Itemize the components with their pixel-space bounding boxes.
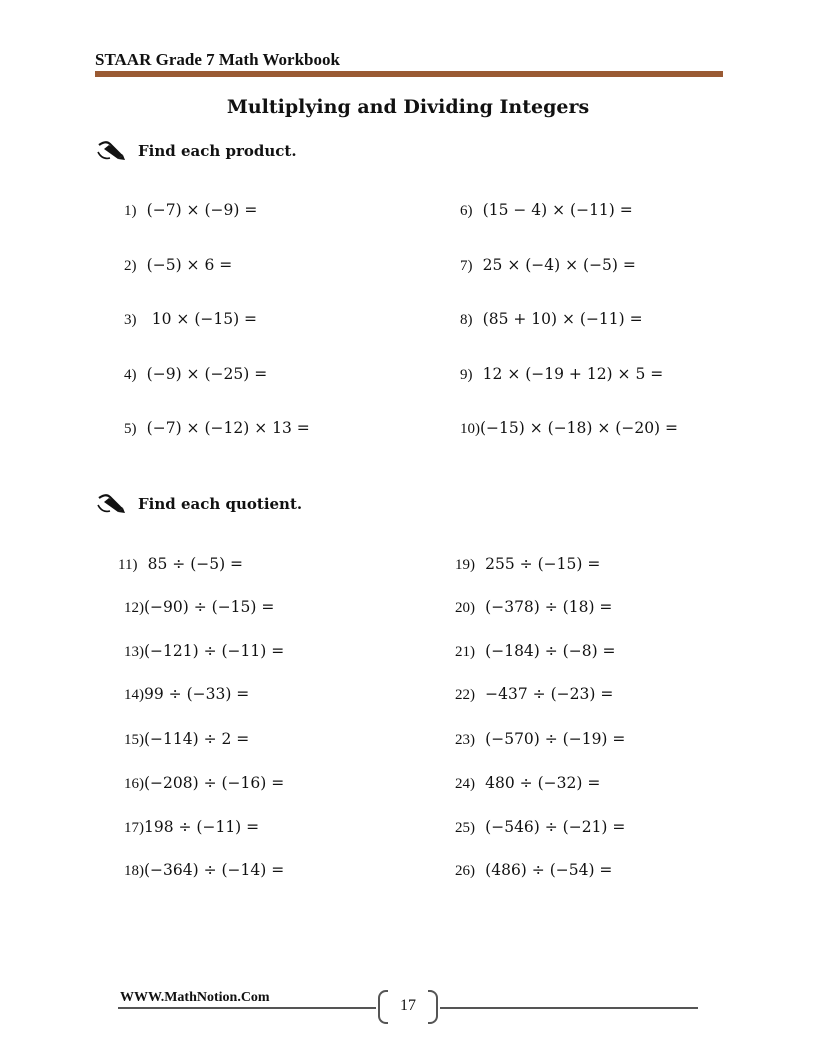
problem-18: [124, 860, 284, 881]
problem-number: 6): [460, 203, 473, 219]
problem-21: [455, 641, 616, 662]
problem-expression: (−184) ÷ (−8) =: [485, 642, 616, 660]
problem-11: [118, 554, 243, 575]
workbook-title: STAAR Grade 7 Math Workbook: [95, 50, 340, 69]
problem-26: [455, 860, 612, 881]
problem-13: [124, 641, 284, 662]
products-section-heading: [96, 140, 297, 162]
quotients-section-heading: [96, 493, 302, 515]
problem-number: 10): [460, 421, 480, 437]
problem-number: 5): [124, 421, 137, 437]
pencil-writing-icon: [96, 140, 128, 162]
problem-number: 13): [124, 644, 144, 660]
problem-expression: 10 × (−15) =: [151, 310, 258, 328]
problem-15: [124, 729, 249, 750]
problem-25: [455, 817, 625, 838]
problem-number: 26): [455, 863, 475, 879]
problem-3: [124, 309, 257, 330]
problem-expression: (−15) × (−18) × (−20) =: [480, 419, 679, 437]
problem-20: [455, 597, 612, 618]
page-number-bracket-left: [378, 990, 388, 1024]
problem-4: [124, 364, 267, 385]
problem-24: [455, 773, 600, 794]
problem-19: [455, 554, 600, 575]
problem-6: [460, 200, 633, 221]
problem-expression: (−9) × (−25) =: [146, 365, 268, 383]
problem-number: 1): [124, 203, 137, 219]
problem-number: 3): [124, 312, 137, 328]
problem-expression: 99 ÷ (−33) =: [144, 685, 250, 703]
problem-number: 20): [455, 600, 475, 616]
problem-expression: 198 ÷ (−11) =: [144, 818, 260, 836]
footer-divider-left: [118, 1007, 376, 1009]
problem-expression: (−546) ÷ (−21) =: [485, 818, 626, 836]
problem-number: 17): [124, 820, 144, 836]
problem-expression: (−114) ÷ 2 =: [144, 730, 250, 748]
pencil-writing-icon: [96, 493, 128, 515]
problem-number: 15): [124, 732, 144, 748]
problem-expression: 25 × (−4) × (−5) =: [482, 256, 636, 274]
problem-number: 25): [455, 820, 475, 836]
problem-expression: (−90) ÷ (−15) =: [144, 598, 275, 616]
problem-expression: −437 ÷ (−23) =: [485, 685, 614, 703]
problem-10: [460, 418, 678, 439]
problem-1: [124, 200, 257, 221]
problem-9: [460, 364, 663, 385]
problem-number: 12): [124, 600, 144, 616]
problem-expression: 12 × (−19 + 12) × 5 =: [482, 365, 664, 383]
problem-expression: 85 ÷ (−5) =: [147, 555, 244, 573]
page-number-bracket-right: [428, 990, 438, 1024]
problem-expression: (85 + 10) × (−11) =: [482, 310, 643, 328]
problem-16: [124, 773, 284, 794]
footer-divider-right: [440, 1007, 698, 1009]
problem-expression: (−7) × (−12) × 13 =: [146, 419, 310, 437]
problem-number: 22): [455, 687, 475, 703]
problem-number: 14): [124, 687, 144, 703]
problem-22: [455, 684, 613, 705]
problem-expression: (−364) ÷ (−14) =: [144, 861, 285, 879]
problem-number: 7): [460, 258, 473, 274]
page-number: 17: [400, 997, 416, 1014]
problem-12: [124, 597, 274, 618]
problem-number: 19): [455, 557, 475, 573]
footer-website: WWW.MathNotion.Com: [120, 990, 270, 1005]
problem-expression: (−7) × (−9) =: [146, 201, 258, 219]
products-heading-label: Find each product.: [138, 142, 297, 160]
problem-number: 4): [124, 367, 137, 383]
problem-expression: (486) ÷ (−54) =: [485, 861, 613, 879]
problem-number: 2): [124, 258, 137, 274]
problem-14: [124, 684, 249, 705]
problem-number: 16): [124, 776, 144, 792]
problem-8: [460, 309, 643, 330]
problem-expression: (−208) ÷ (−16) =: [144, 774, 285, 792]
problem-expression: 255 ÷ (−15) =: [485, 555, 601, 573]
problem-number: 23): [455, 732, 475, 748]
problem-number: 21): [455, 644, 475, 660]
problem-expression: (−121) ÷ (−11) =: [144, 642, 285, 660]
problem-23: [455, 729, 625, 750]
page-title: Multiplying and Dividing Integers: [226, 96, 590, 118]
problem-number: 24): [455, 776, 475, 792]
problem-5: [124, 418, 310, 439]
problem-2: [124, 255, 232, 276]
problem-expression: (−378) ÷ (18) =: [485, 598, 613, 616]
header-divider: [95, 71, 723, 77]
problem-number: 18): [124, 863, 144, 879]
problem-expression: (15 − 4) × (−11) =: [482, 201, 633, 219]
problem-number: 8): [460, 312, 473, 328]
problem-17: [124, 817, 259, 838]
problem-7: [460, 255, 636, 276]
problem-number: 9): [460, 367, 473, 383]
quotients-heading-label: Find each quotient.: [138, 495, 303, 513]
problem-expression: (−5) × 6 =: [146, 256, 233, 274]
problem-number: 11): [118, 557, 138, 573]
problem-expression: (−570) ÷ (−19) =: [485, 730, 626, 748]
problem-expression: 480 ÷ (−32) =: [485, 774, 601, 792]
